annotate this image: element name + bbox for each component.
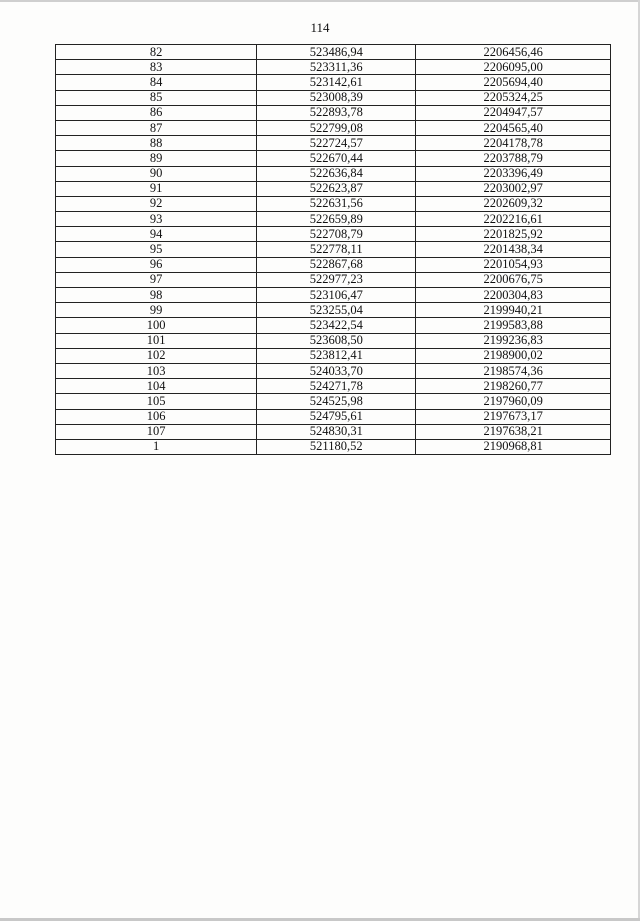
x-coordinate-cell: 524795,61 (257, 409, 416, 424)
y-coordinate-cell: 2197960,09 (416, 394, 611, 409)
x-coordinate-cell: 523142,61 (257, 75, 416, 90)
x-coordinate-cell: 523106,47 (257, 288, 416, 303)
point-number-cell: 1 (56, 439, 257, 454)
y-coordinate-cell: 2197638,21 (416, 424, 611, 439)
coordinates-table-body (56, 45, 611, 455)
y-coordinate-cell: 2202216,61 (416, 212, 611, 227)
table-row (56, 379, 611, 394)
point-number-cell: 91 (56, 181, 257, 196)
table-row (56, 318, 611, 333)
x-coordinate-cell: 522977,23 (257, 272, 416, 287)
point-number-cell: 84 (56, 75, 257, 90)
table-row (56, 105, 611, 120)
y-coordinate-cell: 2198260,77 (416, 379, 611, 394)
x-coordinate-cell: 523812,41 (257, 348, 416, 363)
y-coordinate-cell: 2205694,40 (416, 75, 611, 90)
table-row (56, 394, 611, 409)
y-coordinate-cell: 2203002,97 (416, 181, 611, 196)
x-coordinate-cell: 523255,04 (257, 303, 416, 318)
point-number-cell: 95 (56, 242, 257, 257)
x-coordinate-cell: 522670,44 (257, 151, 416, 166)
point-number-cell: 99 (56, 303, 257, 318)
y-coordinate-cell: 2203788,79 (416, 151, 611, 166)
y-coordinate-cell: 2190968,81 (416, 439, 611, 454)
point-number-cell: 89 (56, 151, 257, 166)
x-coordinate-cell: 522659,89 (257, 212, 416, 227)
point-number-cell: 93 (56, 212, 257, 227)
table-row (56, 409, 611, 424)
y-coordinate-cell: 2203396,49 (416, 166, 611, 181)
table-row (56, 333, 611, 348)
x-coordinate-cell: 522893,78 (257, 105, 416, 120)
x-coordinate-cell: 522724,57 (257, 136, 416, 151)
x-coordinate-cell: 522636,84 (257, 166, 416, 181)
table-row (56, 120, 611, 135)
x-coordinate-cell: 522799,08 (257, 120, 416, 135)
y-coordinate-cell: 2199236,83 (416, 333, 611, 348)
point-number-cell: 87 (56, 120, 257, 135)
table-row (56, 257, 611, 272)
point-number-cell: 101 (56, 333, 257, 348)
table-row (56, 348, 611, 363)
y-coordinate-cell: 2197673,17 (416, 409, 611, 424)
table-row (56, 272, 611, 287)
x-coordinate-cell: 524525,98 (257, 394, 416, 409)
table-row (56, 151, 611, 166)
point-number-cell: 92 (56, 196, 257, 211)
point-number-cell: 88 (56, 136, 257, 151)
point-number-cell: 82 (56, 45, 257, 60)
table-row (56, 439, 611, 454)
y-coordinate-cell: 2200304,83 (416, 288, 611, 303)
table-row (56, 60, 611, 75)
table-row (56, 242, 611, 257)
y-coordinate-cell: 2205324,25 (416, 90, 611, 105)
y-coordinate-cell: 2201054,93 (416, 257, 611, 272)
table-row (56, 90, 611, 105)
x-coordinate-cell: 522631,56 (257, 196, 416, 211)
point-number-cell: 83 (56, 60, 257, 75)
point-number-cell: 100 (56, 318, 257, 333)
point-number-cell: 97 (56, 272, 257, 287)
x-coordinate-cell: 523422,54 (257, 318, 416, 333)
x-coordinate-cell: 522867,68 (257, 257, 416, 272)
y-coordinate-cell: 2206456,46 (416, 45, 611, 60)
point-number-cell: 104 (56, 379, 257, 394)
coordinates-table (55, 44, 611, 455)
scan-edge-top (0, 0, 640, 2)
page-number: 114 (310, 20, 330, 35)
y-coordinate-cell: 2201438,34 (416, 242, 611, 257)
table-row (56, 288, 611, 303)
table-row (56, 45, 611, 60)
point-number-cell: 105 (56, 394, 257, 409)
x-coordinate-cell: 524271,78 (257, 379, 416, 394)
table-row (56, 196, 611, 211)
table-row (56, 212, 611, 227)
y-coordinate-cell: 2202609,32 (416, 196, 611, 211)
table-row (56, 181, 611, 196)
point-number-cell: 86 (56, 105, 257, 120)
point-number-cell: 96 (56, 257, 257, 272)
point-number-cell: 90 (56, 166, 257, 181)
table-row (56, 424, 611, 439)
y-coordinate-cell: 2199940,21 (416, 303, 611, 318)
x-coordinate-cell: 523486,94 (257, 45, 416, 60)
table-row (56, 303, 611, 318)
x-coordinate-cell: 523008,39 (257, 90, 416, 105)
table-row (56, 166, 611, 181)
x-coordinate-cell: 521180,52 (257, 439, 416, 454)
table-row (56, 136, 611, 151)
point-number-cell: 103 (56, 363, 257, 378)
x-coordinate-cell: 522708,79 (257, 227, 416, 242)
y-coordinate-cell: 2204947,57 (416, 105, 611, 120)
y-coordinate-cell: 2206095,00 (416, 60, 611, 75)
x-coordinate-cell: 522623,87 (257, 181, 416, 196)
y-coordinate-cell: 2200676,75 (416, 272, 611, 287)
y-coordinate-cell: 2198900,02 (416, 348, 611, 363)
x-coordinate-cell: 523608,50 (257, 333, 416, 348)
table-row (56, 363, 611, 378)
point-number-cell: 102 (56, 348, 257, 363)
y-coordinate-cell: 2204178,78 (416, 136, 611, 151)
y-coordinate-cell: 2198574,36 (416, 363, 611, 378)
y-coordinate-cell: 2201825,92 (416, 227, 611, 242)
point-number-cell: 85 (56, 90, 257, 105)
point-number-cell: 107 (56, 424, 257, 439)
point-number-cell: 106 (56, 409, 257, 424)
x-coordinate-cell: 524033,70 (257, 363, 416, 378)
table-row (56, 75, 611, 90)
point-number-cell: 98 (56, 288, 257, 303)
table-row (56, 227, 611, 242)
y-coordinate-cell: 2204565,40 (416, 120, 611, 135)
x-coordinate-cell: 523311,36 (257, 60, 416, 75)
point-number-cell: 94 (56, 227, 257, 242)
x-coordinate-cell: 524830,31 (257, 424, 416, 439)
y-coordinate-cell: 2199583,88 (416, 318, 611, 333)
x-coordinate-cell: 522778,11 (257, 242, 416, 257)
